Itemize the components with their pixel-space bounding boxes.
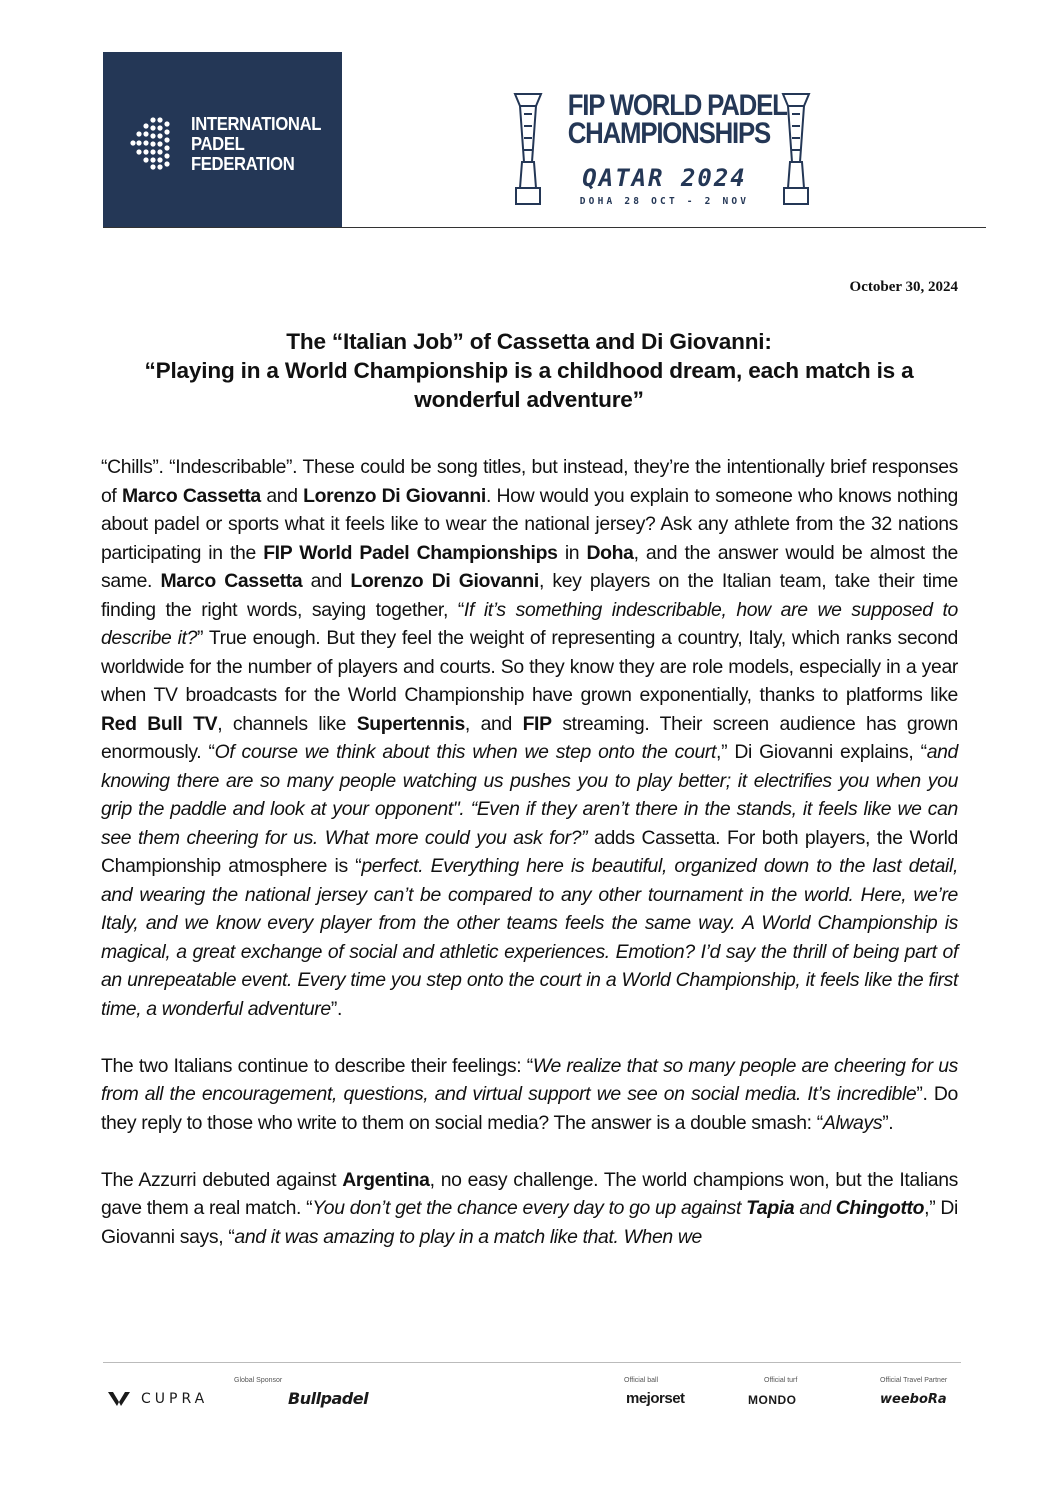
event-title <box>567 89 787 150</box>
text-run: ”. <box>882 1111 894 1134</box>
text-run: ”. Do they reply to those who write to them on social media? The answer is a double smash: “ <box>101 1083 958 1134</box>
text-run: , no easy challenge. The world champions won, but the Italians gave them a real match. “ <box>101 1168 958 1219</box>
bold-text: FIP World Padel Championships <box>263 541 558 564</box>
article-title <box>100 327 958 414</box>
article-title-line-2: “Playing in a World Championship is a childhood dream, each match is a wonderful adventure” <box>144 358 914 412</box>
event-title-line-1: FIP WORLD PADEL <box>567 89 787 122</box>
italic-text: Always <box>822 1111 883 1134</box>
mejorset-logo: mejorset <box>626 1390 685 1407</box>
bold-text: Supertennis <box>356 712 465 735</box>
article-body <box>101 453 958 1280</box>
text-run: and <box>302 570 351 592</box>
cupra-wordmark: CUPRA <box>141 1391 209 1407</box>
bullpadel-logo: Bullpadel <box>288 1389 369 1408</box>
article-paragraph <box>101 1052 958 1138</box>
bold-text: Red Bull TV <box>101 712 218 735</box>
cupra-emblem-icon <box>107 1390 131 1408</box>
text-run: and <box>260 484 304 507</box>
bold-text: Marco Cassetta <box>121 484 261 507</box>
bold-text: Doha <box>586 541 634 564</box>
italic-text: If it’s something indescribable, how are we supposed to describe it? <box>101 598 958 649</box>
article-title-line-1: The “Italian Job” of Cassetta and Di Giovanni: <box>286 329 772 354</box>
ipf-line-2: PADEL <box>191 133 245 154</box>
world-championship-logo <box>512 89 812 212</box>
text-run: , channels like <box>217 712 357 735</box>
text-run: adds Cassetta. For both players, the World Championship atmosphere is “ <box>101 826 958 877</box>
italic-text: perfect. Everything here is beautiful, organized down to the last detail, and wearing the national jersey can’t be compared to any other tournament in the world. Here, we’re Italy, and we know every player from the other teams feels the same way. A World Championship is magical, a great exchange of social and athletic experiences. Emotion? I’d say the thrill of being part of an unrepeatable event. Every time you step onto the court in a World Championship, it feels like the first time, a wonderful adventure <box>101 855 958 1020</box>
mondo-logo: MONDO <box>748 1393 797 1407</box>
official-travel-caption: Official Travel Partner <box>880 1377 948 1384</box>
text-run: The Azzurri debuted against <box>101 1168 343 1191</box>
article-paragraph <box>101 1166 958 1252</box>
global-sponsor-caption: Global Sponsor <box>234 1377 283 1384</box>
event-location: QATAR 2024 <box>582 164 747 192</box>
bold-text: Chingotto <box>835 1197 925 1219</box>
bold-text: Marco Cassetta <box>160 570 303 592</box>
bold-text: Argentina <box>342 1168 430 1191</box>
press-release-date: October 30, 2024 <box>849 279 958 295</box>
text-run: ,” Di Giovanni says, “ <box>101 1197 958 1248</box>
bold-text: Tapia <box>746 1197 795 1219</box>
bold-text: Lorenzo Di Giovanni <box>303 484 486 507</box>
text-run: , and the answer would be almost the same. <box>101 541 958 592</box>
trophy-icon <box>780 92 812 206</box>
bold-text: Lorenzo Di Giovanni <box>350 570 539 592</box>
text-run: The two Italians continue to describe their feelings: “ <box>101 1054 533 1077</box>
text-run: in <box>557 541 587 564</box>
text-run: ”. <box>330 997 342 1020</box>
event-title-line-2: CHAMPIONSHIPS <box>567 117 770 150</box>
text-run: “Chills”. “Indescribable”. These could be song titles, but instead, they’re the intentionally brief responses of <box>101 456 958 507</box>
text-run: streaming. Their screen audience has grown enormously. “ <box>101 712 958 763</box>
weebora-logo: weeboRa <box>880 1392 947 1407</box>
ipf-line-3: FEDERATION <box>191 153 295 174</box>
ipf-line-1: INTERNATIONAL <box>191 113 322 134</box>
header-divider <box>103 227 986 228</box>
text-run: ” True enough. But they feel the weight of representing a country, Italy, which ranks second worldwide for the number of players and courts. So they know they are role models, especially in a year when TV broadcasts for the World Championship have grown exponentially, thanks to platforms like <box>101 627 958 706</box>
official-ball-caption: Official ball <box>624 1377 659 1384</box>
italic-text: You don’t get the chance every day to go up against <box>312 1197 747 1219</box>
footer-divider <box>103 1362 961 1363</box>
italic-text: We realize that so many people are cheering for us from all the encouragement, questions, and virtual support we see on social media. It’s incredible <box>101 1054 958 1105</box>
italic-text: and it was amazing to play in a match like that. When we <box>234 1225 702 1248</box>
italic-text: Of course we think about this when we step onto the court <box>214 741 717 763</box>
bold-text: FIP <box>522 712 552 735</box>
official-turf-caption: Official turf <box>764 1377 798 1384</box>
ipf-name <box>191 114 321 174</box>
article-paragraph <box>101 453 958 1023</box>
text-run: , and <box>464 712 523 735</box>
ipf-logo-block <box>103 52 342 228</box>
text-run: . How would you explain to someone who knows nothing about padel or sports what it feels like to wear the national jersey? Ask any athlete from the 32 nations participating in the <box>101 484 958 564</box>
cupra-logo <box>107 1390 208 1408</box>
text-run: ,” Di Giovanni explains, “ <box>716 741 927 763</box>
text-run: , key players on the Italian team, take their time finding the right words, saying together, “ <box>101 570 958 621</box>
event-dates: DOHA 28 OCT - 2 NOV <box>579 196 750 207</box>
italic-text: and <box>794 1197 836 1219</box>
trophy-icon <box>512 92 544 206</box>
padel-racket-dots-icon <box>129 114 173 172</box>
italic-text: and knowing there are so many people watching us pushes you to play better; it electrifies you when you grip the paddle and look at your opponent". “Even if they aren’t there in the stands, it feels like we can see them cheering for us. What more could you ask for?” <box>101 741 958 849</box>
